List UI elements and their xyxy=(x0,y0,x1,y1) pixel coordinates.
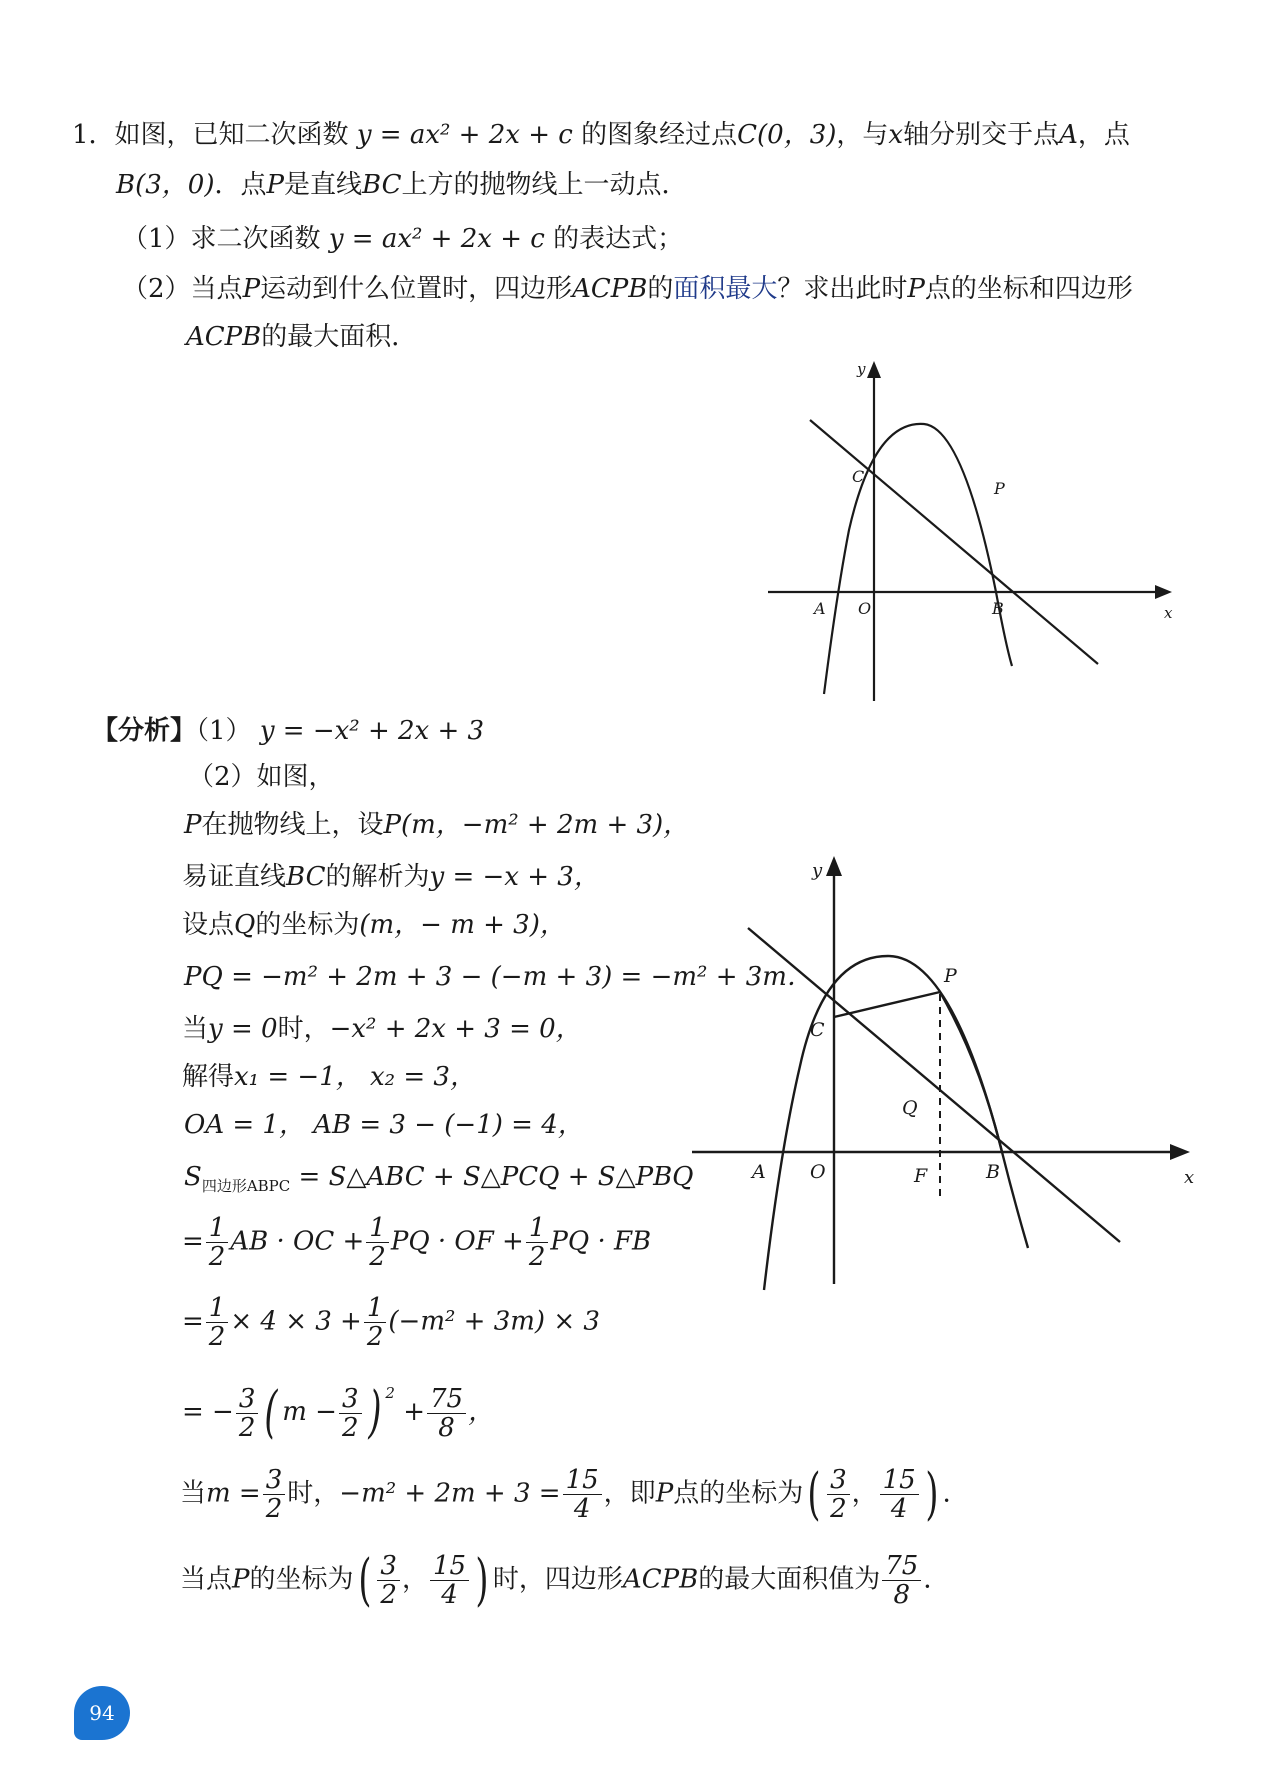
label-f: F xyxy=(914,1165,928,1187)
point-a: A xyxy=(1059,120,1078,150)
text: 轴分别交于点 xyxy=(903,120,1060,150)
sol-line-1 xyxy=(184,808,689,842)
expr: = S△ABC + S△PCQ + S△PBQ xyxy=(298,1162,694,1192)
text: 求二次函数 xyxy=(190,224,321,254)
function-expr: y = ax² + 2x + c xyxy=(328,224,545,254)
fraction-15-4 xyxy=(880,1466,919,1523)
text: 上方的抛物线上一动点． xyxy=(401,170,688,200)
fraction-1-2 xyxy=(206,1214,229,1271)
point-c: C(0，3) xyxy=(737,120,837,150)
fraction-3-2 xyxy=(377,1552,400,1609)
quad-acpb: ACPB xyxy=(622,1564,699,1595)
point-q: Q xyxy=(234,910,256,940)
parabola xyxy=(764,956,1028,1290)
area-s: S xyxy=(184,1162,202,1192)
equals: = xyxy=(182,1306,204,1337)
sol-line-3 xyxy=(182,908,566,942)
label-x: x xyxy=(1184,1167,1195,1188)
line-bc: BC xyxy=(362,170,402,200)
paren-right: ) xyxy=(475,1547,489,1613)
denominator: 2 xyxy=(265,1494,283,1524)
text: ，与 xyxy=(836,120,889,150)
label-p: P xyxy=(944,965,957,987)
denominator: 2 xyxy=(830,1494,847,1524)
q-label: （1） xyxy=(122,224,191,254)
expr: y = 0 xyxy=(208,1014,278,1044)
question-2 xyxy=(122,272,1133,306)
text: 如图，已知二次函数 xyxy=(114,120,349,150)
expr: PQ · OF + xyxy=(390,1226,524,1257)
denominator: 2 xyxy=(380,1580,397,1610)
label-c: C xyxy=(852,467,865,486)
label-p: P xyxy=(994,479,1005,498)
fraction-1-2 xyxy=(366,1214,389,1271)
page-number: 94 xyxy=(89,1701,115,1725)
denominator: 2 xyxy=(366,1322,384,1352)
line-bc xyxy=(810,420,1098,664)
label-x: x xyxy=(1164,604,1173,622)
plus: + xyxy=(403,1397,425,1427)
sol-line-13 xyxy=(180,1547,950,1613)
sol-line-6 xyxy=(182,1060,476,1094)
label-b: B xyxy=(986,1161,1000,1183)
sol-line-2 xyxy=(182,860,600,894)
numerator: 3 xyxy=(827,1466,850,1495)
segment-cp xyxy=(834,992,940,1017)
sol-line-11 xyxy=(182,1376,495,1445)
expr: P(m，−m² + 2m + 3)， xyxy=(383,810,690,840)
problem-number: 1． xyxy=(72,120,115,150)
expr: −x² + 2x + 3 = 0， xyxy=(329,1014,582,1044)
denominator: 2 xyxy=(528,1242,546,1272)
sol-line-4: PQ = −m² + 2m + 3 − (−m + 3) = −m² + 3m． xyxy=(184,962,813,992)
paren-left: ( xyxy=(264,1380,278,1445)
sol-line-10 xyxy=(182,1294,600,1351)
comma: ， xyxy=(468,1397,495,1427)
label-a: A xyxy=(752,1161,766,1183)
exponent: 2 xyxy=(385,1384,395,1402)
denominator: 8 xyxy=(893,1580,911,1610)
text: 点的坐标为 xyxy=(673,1478,804,1509)
text: 的 xyxy=(647,274,674,304)
point-b: B(3，0) xyxy=(116,170,215,200)
sol-line-8 xyxy=(184,1160,694,1203)
text: 的最大面积． xyxy=(261,322,418,352)
label-y: y xyxy=(812,860,823,881)
solution-2-label xyxy=(188,760,335,794)
text: 的坐标为 xyxy=(255,910,360,940)
equals: = xyxy=(182,1226,204,1257)
fraction-3-2 xyxy=(263,1466,286,1523)
fraction-3-2 xyxy=(827,1466,850,1523)
denominator: 8 xyxy=(438,1412,455,1443)
denominator: 2 xyxy=(341,1412,359,1443)
text: 时， xyxy=(277,1014,330,1044)
fraction-15-4 xyxy=(563,1466,602,1523)
text: 的表达式； xyxy=(553,224,684,254)
expr: x₂ = 3， xyxy=(370,1062,476,1092)
text: 运动到什么位置时，四边形 xyxy=(260,274,573,304)
fraction-75-8 xyxy=(427,1385,466,1442)
x-axis-arrow xyxy=(1170,1144,1190,1160)
paren-left: ( xyxy=(357,1547,372,1613)
paren-right: ) xyxy=(367,1380,382,1445)
text: 当 xyxy=(182,1014,209,1044)
text: 当点 xyxy=(190,274,243,304)
label-o: O xyxy=(810,1161,826,1183)
function-expr: y = ax² + 2x + c xyxy=(356,120,573,150)
text: 易证直线 xyxy=(182,862,287,892)
expr: (m，− m + 3)， xyxy=(359,910,566,940)
text: 的图象经过点 xyxy=(581,120,738,150)
text: 设点 xyxy=(182,910,235,940)
numerator: 75 xyxy=(882,1552,921,1581)
sol-line-9 xyxy=(182,1214,651,1271)
denominator: 4 xyxy=(441,1580,458,1610)
sol-line-12 xyxy=(180,1461,969,1527)
numerator: 1 xyxy=(364,1294,387,1323)
expr: × 4 × 3 + xyxy=(230,1306,362,1337)
denominator: 4 xyxy=(573,1494,591,1524)
sol-line-5 xyxy=(182,1012,582,1046)
numerator: 15 xyxy=(563,1466,602,1495)
question-1 xyxy=(122,222,683,256)
var-x: x xyxy=(888,120,904,150)
y-axis-arrow xyxy=(826,856,842,876)
label-o: O xyxy=(858,599,872,618)
question-2-line-2 xyxy=(186,320,417,354)
text: 时，四边形 xyxy=(492,1564,623,1595)
numerator: 3 xyxy=(339,1385,362,1414)
comma: ， xyxy=(851,1478,878,1509)
text: 当 xyxy=(180,1478,207,1509)
label-q: Q xyxy=(902,1097,918,1119)
numerator: 1 xyxy=(366,1214,389,1243)
point-p: P xyxy=(655,1478,674,1509)
text: ．点 xyxy=(214,170,267,200)
figure-2-graph xyxy=(690,852,1200,1302)
numerator: 15 xyxy=(880,1466,919,1495)
label-a: A xyxy=(814,599,826,618)
fraction-3-2 xyxy=(236,1385,259,1442)
parabola xyxy=(824,424,1012,694)
problem-line-2 xyxy=(116,168,688,202)
denominator: 2 xyxy=(208,1322,226,1352)
point-p: P xyxy=(266,170,284,200)
paren-left: ( xyxy=(807,1461,821,1527)
paren-right: ) xyxy=(925,1461,939,1527)
quad-acpb: ACPB xyxy=(186,322,262,352)
denominator: 4 xyxy=(890,1494,908,1524)
expr: (−m² + 3m) × 3 xyxy=(388,1306,600,1337)
text: ？求出此时 xyxy=(777,274,908,304)
text: 解得 xyxy=(182,1062,235,1092)
fraction-75-8 xyxy=(882,1552,921,1609)
numerator: 3 xyxy=(377,1552,400,1581)
page-number-badge xyxy=(74,1686,130,1740)
fraction-1-2 xyxy=(364,1294,387,1351)
expr: y = −x + 3， xyxy=(429,862,600,892)
sol-line-7: OA = 1， AB = 3 − (−1) = 4， xyxy=(184,1110,584,1140)
answer-1: y = −x² + 2x + 3 xyxy=(259,716,485,746)
text: 的解析为 xyxy=(325,862,430,892)
equals-minus: = − xyxy=(182,1397,234,1427)
denominator: 2 xyxy=(369,1242,386,1272)
line-bc: BC xyxy=(286,862,326,892)
numerator: 1 xyxy=(206,1214,229,1243)
fraction-1-2 xyxy=(526,1214,549,1271)
s-label: （1） xyxy=(196,716,252,746)
numerator: 3 xyxy=(263,1466,286,1495)
text: 的最大面积值为 xyxy=(698,1564,881,1595)
y-axis-arrow xyxy=(867,361,881,378)
expr: m − xyxy=(282,1397,337,1427)
quad-acpb: ACPB xyxy=(572,274,648,304)
text: 时， xyxy=(287,1478,340,1509)
text: ，点 xyxy=(1077,120,1130,150)
expr: x₁ = −1， xyxy=(234,1062,362,1092)
text: 在抛物线上，设 xyxy=(201,810,384,840)
point-p: P xyxy=(184,810,202,840)
label-c: C xyxy=(810,1019,825,1041)
figure-1-graph xyxy=(760,356,1180,706)
label-b: B xyxy=(992,599,1004,618)
period: ． xyxy=(942,1478,969,1509)
numerator: 3 xyxy=(236,1385,259,1414)
highlight-max-area: 面积最大 xyxy=(673,274,778,304)
analysis-heading: 【分析】 xyxy=(92,716,197,746)
s-label: （2）如图， xyxy=(188,762,335,792)
numerator: 15 xyxy=(430,1552,469,1581)
fraction-1-2 xyxy=(206,1294,229,1351)
problem-line-1 xyxy=(72,118,1130,152)
numerator: 1 xyxy=(206,1294,229,1323)
period: ． xyxy=(923,1564,950,1595)
expr: m = xyxy=(206,1478,261,1509)
area-subscript: 四边形ABPC xyxy=(201,1177,291,1196)
expr: −m² + 2m + 3 = xyxy=(339,1478,561,1509)
text: 点的坐标和四边形 xyxy=(924,274,1133,304)
segment-pb xyxy=(940,992,1002,1152)
point-p: P xyxy=(907,274,925,304)
comma: ， xyxy=(401,1564,428,1595)
text: ，即 xyxy=(603,1478,656,1509)
line-bc xyxy=(748,928,1120,1242)
x-axis-arrow xyxy=(1155,585,1172,599)
text: 是直线 xyxy=(284,170,363,200)
solution-heading xyxy=(92,714,484,748)
denominator: 2 xyxy=(208,1242,226,1272)
q-label: （2） xyxy=(122,274,191,304)
expr: PQ · FB xyxy=(550,1226,652,1257)
fraction-3-2 xyxy=(339,1385,362,1442)
point-p: P xyxy=(232,1564,250,1595)
expr: AB · OC + xyxy=(230,1226,365,1257)
point-p: P xyxy=(242,274,261,304)
fraction-15-4 xyxy=(430,1552,469,1609)
numerator: 1 xyxy=(526,1214,549,1243)
numerator: 75 xyxy=(427,1385,466,1414)
text: 的坐标为 xyxy=(249,1564,354,1595)
text: 当点 xyxy=(180,1564,233,1595)
label-y: y xyxy=(857,360,866,378)
denominator: 2 xyxy=(238,1412,256,1443)
